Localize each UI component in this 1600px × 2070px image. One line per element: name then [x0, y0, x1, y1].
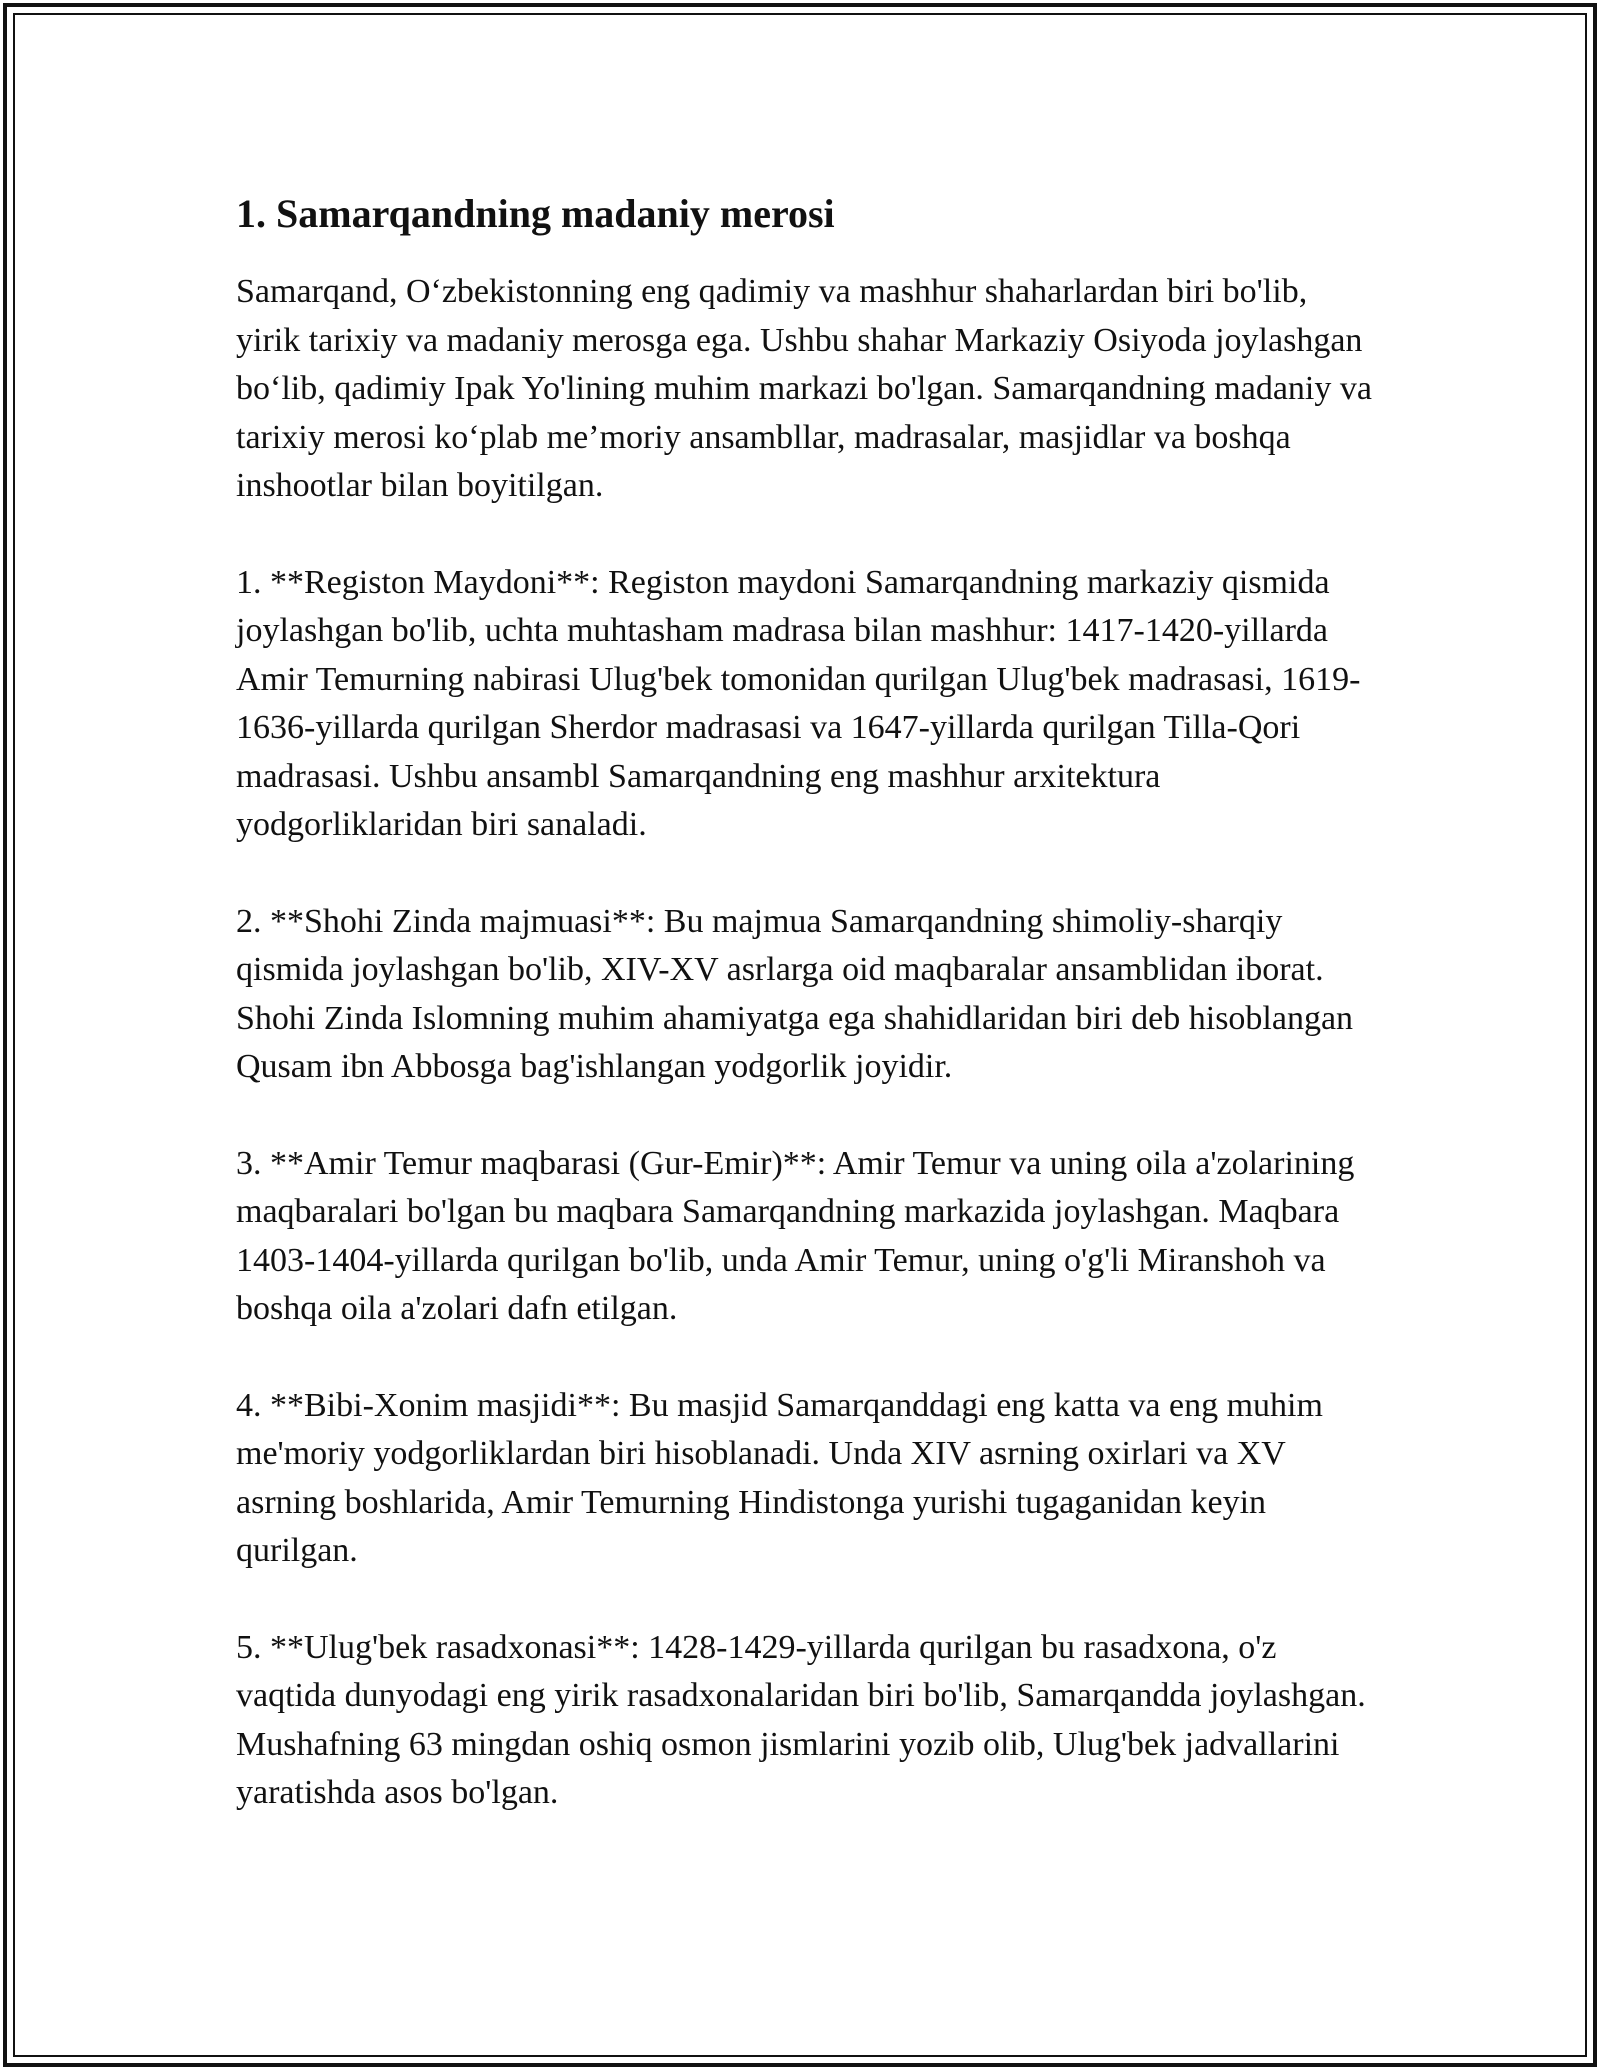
paragraph-bibi-xonim: 4. **Bibi-Xonim masjidi**: Bu masjid Samarqanddagi eng katta va eng muhim me'moriy yodgorliklardan biri hisoblanadi. Unda XIV asrning oxirlari va XV asrning boshlarida, Amir Temurning Hindistonga yurishi tugaganidan keyin qurilgan.	[236, 1386, 1323, 1569]
paragraph-shohi-zinda: 2. **Shohi Zinda majmuasi**: Bu majmua Samarqandning shimoliy-sharqiy qismida joylashgan bo'lib, XIV-XV asrlarga oid maqbaralar ansamblidan iborat. Shohi Zinda Islomning muhim ahamiyatga ega shahidlaridan biri deb hisoblangan Qusam ibn Abbosga bag'ishlangan yodgorlik joyidir.	[236, 902, 1354, 1085]
section-heading: 1. Samarqandning madaniy merosi	[236, 191, 835, 236]
document-body	[236, 186, 1376, 1818]
paragraph-gur-emir: 3. **Amir Temur maqbarasi (Gur-Emir)**: Amir Temur va uning oila a'zolarining maqbaralari bo'lgan bu maqbara Samarqandning markazida joylashgan. Maqbara 1403-1404-yillarda qurilgan bo'lib, unda Amir Temur, uning o'g'li Miranshoh va boshqa oila a'zolari dafn etilgan.	[236, 1144, 1355, 1327]
paragraph-registon: 1. **Registon Maydoni**: Registon maydoni Samarqandning markaziy qismida joylashgan bo'lib, uchta muhtasham madrasa bilan mashhur: 1417-1420-yillarda Amir Temurning nabirasi Ulug'bek tomonidan qurilgan Ulug'bek madrasasi, 1619-1636-yillarda qurilgan Sherdor madrasasi va 1647-yillarda qurilgan Tilla-Qori madrasasi. Ushbu ansambl Samarqandning eng mashhur arxitektura yodgorliklaridan biri sanaladi.	[236, 563, 1361, 843]
intro-paragraph: Samarqand, O‘zbekistonning eng qadimiy va mashhur shaharlardan biri bo'lib, yirik tarixiy va madaniy merosga ega. Ushbu shahar Markaziy Osiyoda joylashgan bo‘lib, qadimiy Ipak Yo'lining muhim markazi bo'lgan. Samarqandning madaniy va tarixiy merosi ko‘plab me’moriy ansambllar, madrasalar, masjidlar va boshqa inshootlar bilan boyitilgan.	[236, 273, 1372, 504]
paragraph-ulugbek-observatory: 5. **Ulug'bek rasadxonasi**: 1428-1429-yillarda qurilgan bu rasadxona, o'z vaqtida dunyodagi eng yirik rasadxonalaridan biri bo'lib, Samarqandda joylashgan. Mushafning 63 mingdan oshiq osmon jismlarini yozib olib, Ulug'bek jadvallarini yaratishda asos bo'lgan.	[236, 1628, 1366, 1811]
